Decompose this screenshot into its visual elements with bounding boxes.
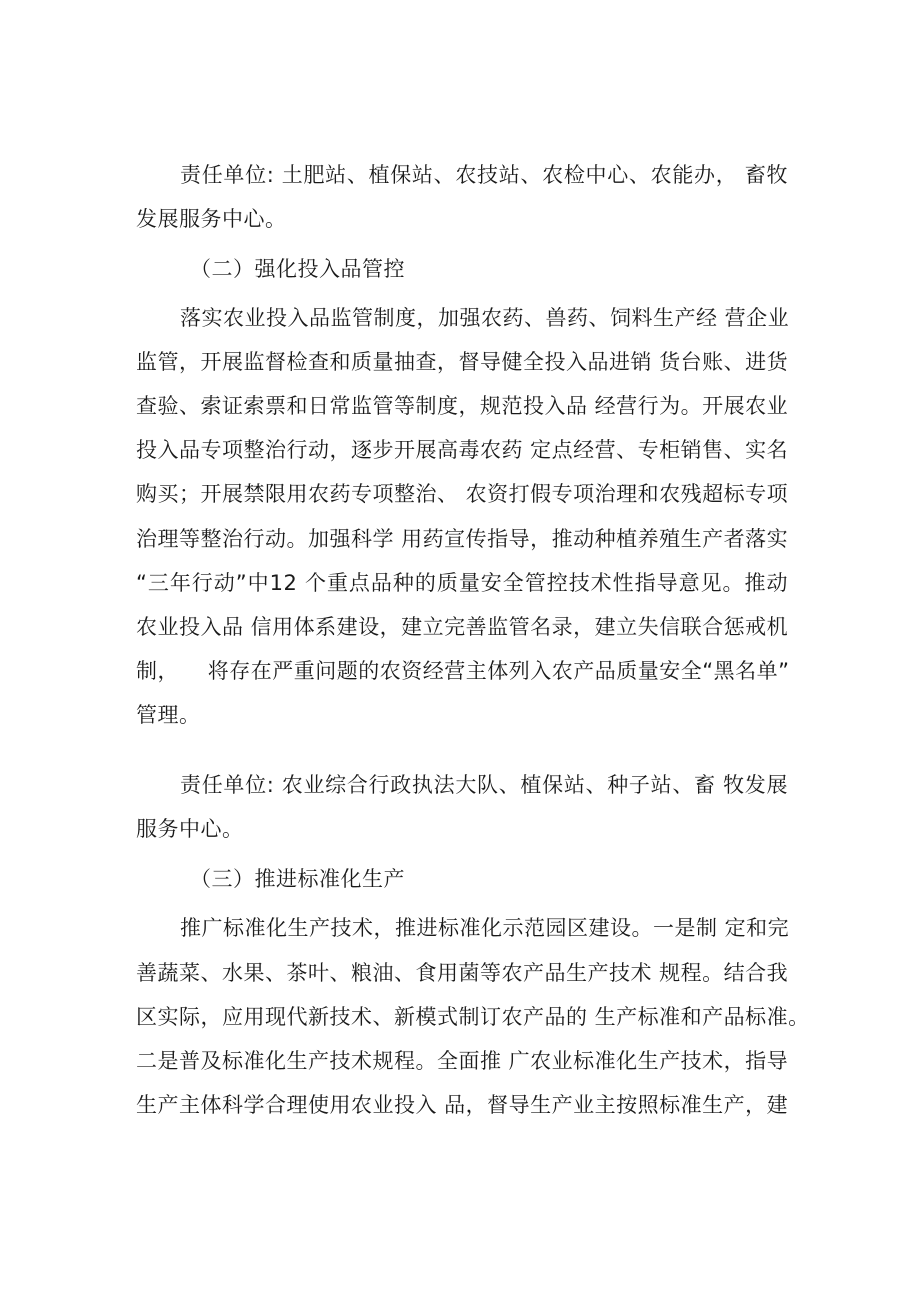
text-line-p2-2: 监管，开展监督检查和质量抽查，督导健全投入品进销 货台账、进货	[136, 350, 789, 374]
text-line-responsibility-2: 责任单位: 农业综合行政执法大队、植保站、种子站、畜 牧发展	[180, 773, 788, 797]
text-line-p2-8: 农业投入品 信用体系建设，建立完善监管名录，建立失信联合惩戒机	[136, 615, 789, 639]
text-line-p3-3: 区实际，应用现代新技术、新模式制订农产品的 生产标准和产品标准。	[136, 1005, 810, 1029]
text-line-p2-10: 管理。	[136, 703, 201, 727]
text-line-p2-7: “三年行动”中12 个重点品种的质量安全管控技术性指导意见。推动	[136, 571, 788, 595]
text-line-p3-4: 二是普及标准化生产技术规程。全面推 广农业标准化生产技术，指导	[136, 1049, 789, 1073]
text-line-p2-6: 治理等整治行动。加强科学 用药宣传指导，推动种植养殖生产者落实	[136, 527, 789, 551]
text-line-p2-1: 落实农业投入品监管制度，加强农药、兽药、饲料生产经 营企业	[180, 306, 790, 330]
text-line-p2-3: 查验、索证索票和日常监管等制度，规范投入品 经营行为。开展农业	[136, 394, 789, 418]
text-line-p2-4: 投入品专项整治行动，逐步开展高毒农药 定点经营、专柜销售、实名	[136, 438, 789, 462]
text-line-p2-5: 购买；开展禁限用农药专项整治、 农资打假专项治理和农残超标专项	[136, 482, 789, 506]
section-heading-3: （三）推进标准化生产	[190, 867, 405, 891]
text-line-responsibility-1: 责任单位: 土肥站、植保站、农技站、农检中心、农能办， 畜牧	[180, 163, 788, 187]
text-line-responsibility-1-cont: 发展服务中心。	[136, 207, 287, 231]
text-line-p2-9: 制， 将存在严重问题的农资经营主体列入农产品质量安全“黑名单”	[136, 659, 790, 683]
section-heading-2: （二）强化投入品管控	[190, 257, 405, 281]
text-line-p3-5: 生产主体科学合理使用农业投入 品，督导生产业主按照标准生产，建	[136, 1093, 789, 1117]
text-line-responsibility-2-cont: 服务中心。	[136, 817, 244, 841]
text-line-p3-1: 推广标准化生产技术，推进标准化示范园区建设。一是制 定和完	[180, 916, 790, 940]
text-line-p3-2: 善蔬菜、水果、茶叶、粮油、食用菌等农产品生产技术 规程。结合我	[136, 961, 789, 985]
